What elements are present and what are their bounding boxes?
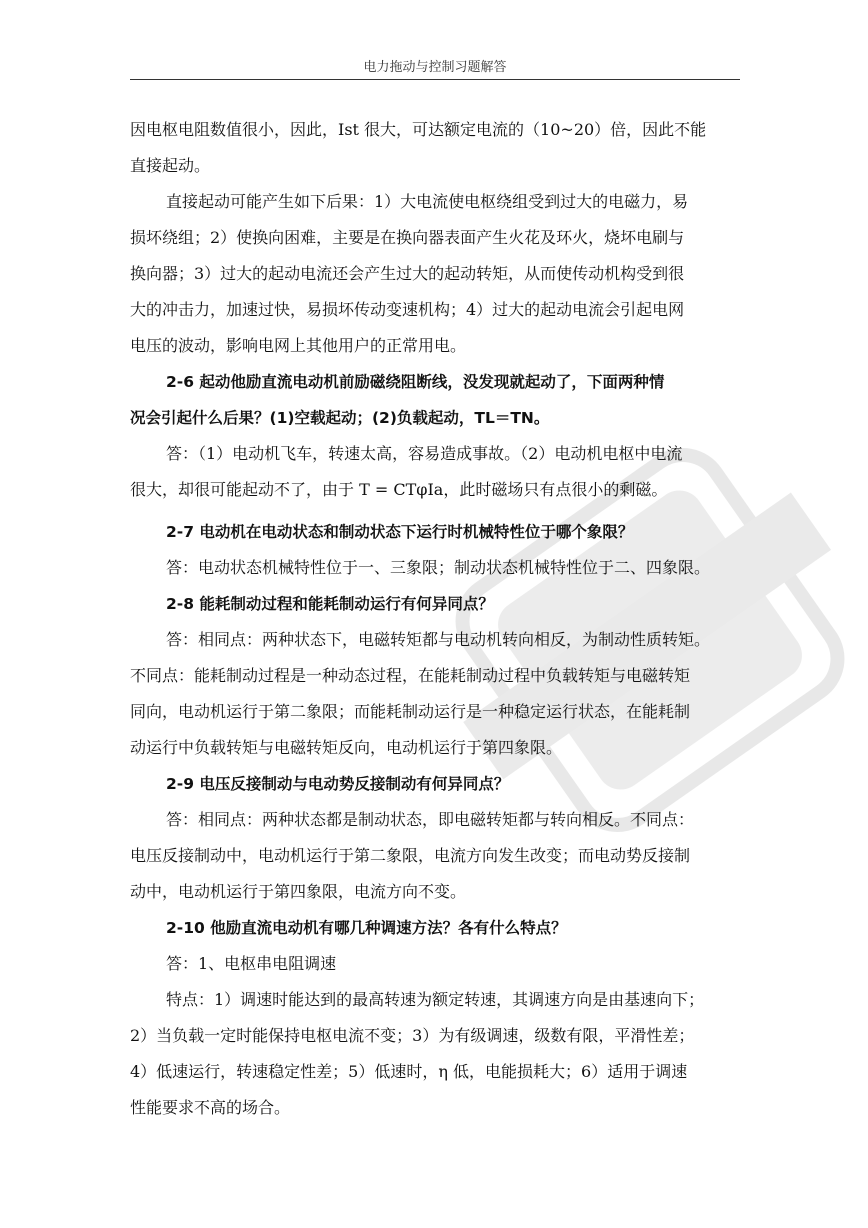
answer-line: 动中，电动机运行于第四象限，电流方向不变。 (130, 882, 467, 901)
answer-line: 2）当负载一定时能保持电枢电流不变；3）为有级调速，级数有限，平滑性差； (130, 1026, 695, 1045)
paragraph-line: 因电枢电阻数值很小，因此，Ist 很大，可达额定电流的（10~20）倍，因此不能 (130, 120, 707, 139)
question-heading: 2-9 电压反接制动与电动势反接制动有何异同点？ (166, 775, 510, 793)
answer-line: 4）低速运行，转速稳定性差；5）低速时，η 低，电能损耗大；6）适用于调速 (130, 1062, 688, 1081)
answer-line: 电压反接制动中，电动机运行于第二象限，电流方向发生改变；而电动势反接制 (130, 846, 691, 865)
answer-line: 答：相同点：两种状态都是制动状态，即电磁转矩都与转向相反。不同点： (166, 810, 695, 829)
answer-line: 同向，电动机运行于第二象限；而能耗制动运行是一种稳定运行状态，在能耗制 (130, 702, 691, 721)
question-heading: 2-7 电动机在电动状态和制动状态下运行时机械特性位于哪个象限？ (166, 523, 634, 541)
question-heading: 2-10 他励直流电动机有哪几种调速方法？各有什么特点？ (166, 919, 567, 937)
answer-line: 性能要求不高的场合。 (130, 1098, 291, 1117)
answer-line: 答：1、电枢串电阻调速 (166, 954, 337, 973)
answer-line: 特点：1）调速时能达到的最高转速为额定转速，其调速方向是由基速向下； (166, 990, 705, 1009)
paragraph-line: 直接起动可能产生如下后果：1）大电流使电枢绕组受到过大的电磁力，易 (166, 192, 689, 211)
running-header: 电力拖动与控制习题解答 (363, 60, 507, 75)
paragraph-line: 大的冲击力，加速过快，易损坏传动变速机构；4）过大的起动电流会引起电网 (130, 300, 685, 319)
page-content (130, 112, 740, 1126)
answer-line: 不同点：能耗制动过程是一种动态过程，在能耗制动过程中负载转矩与电磁转矩 (130, 666, 691, 685)
question-heading: 2-6 起动他励直流电动机前励磁绕阻断线，没发现就起动了，下面两种情 (166, 373, 665, 391)
answer-line: 答：电动状态机械特性位于一、三象限；制动状态机械特性位于二、四象限。 (166, 558, 711, 577)
header-rule (130, 79, 740, 80)
answer-line: 很大，却很可能起动不了，由于 T = CTφIa，此时磁场只有点很小的剩磁。 (130, 480, 668, 499)
paragraph-line: 电压的波动，影响电网上其他用户的正常用电。 (130, 336, 467, 355)
question-heading: 况会引起什么后果？(1)空载起动；(2)负载起动，TL＝TN。 (130, 409, 550, 427)
answer-line: 答：（1）电动机飞车，转速太高，容易造成事故。（2）电动机电枢中电流 (166, 444, 683, 463)
paragraph-line: 损坏绕组；2）使换向困难，主要是在换向器表面产生火花及环火，烧坏电刷与 (130, 228, 685, 247)
answer-line: 动运行中负载转矩与电磁转矩反向，电动机运行于第四象限。 (130, 738, 563, 757)
answer-line: 答：相同点：两种状态下，电磁转矩都与电动机转向相反，为制动性质转矩。 (166, 630, 711, 649)
question-heading: 2-8 能耗制动过程和能耗制动运行有何异同点？ (166, 595, 494, 613)
paragraph-line: 直接起动。 (130, 156, 211, 175)
paragraph-line: 换向器；3）过大的起动电流还会产生过大的起动转矩，从而使传动机构受到很 (130, 264, 685, 283)
